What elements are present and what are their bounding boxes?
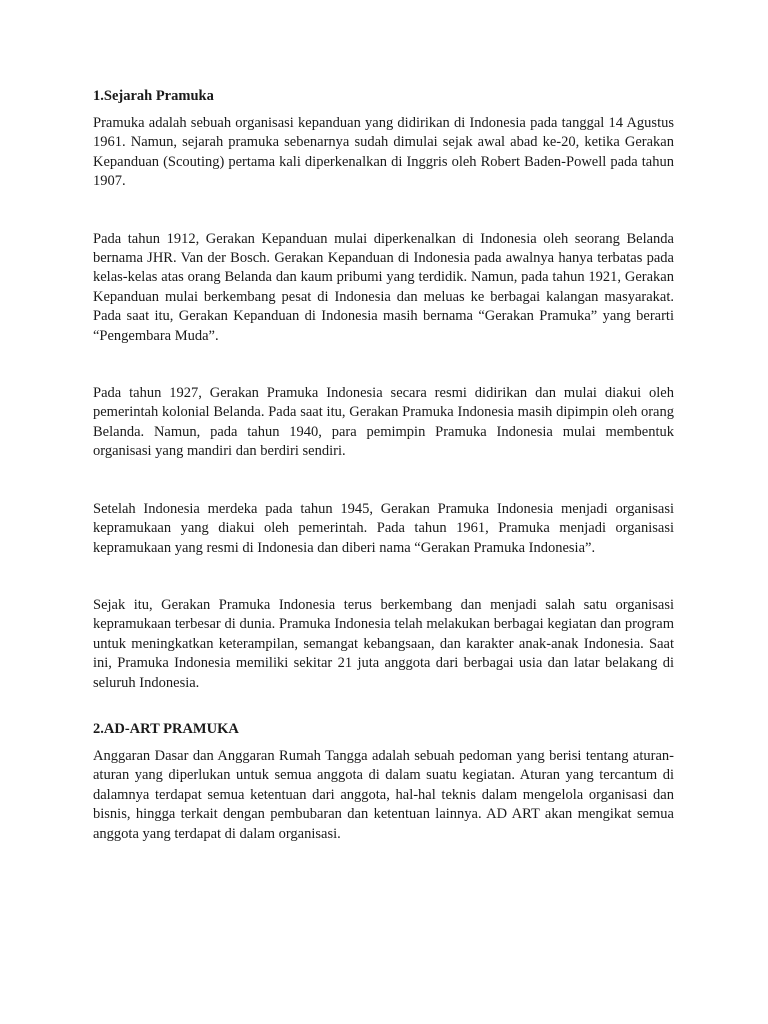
- paragraph-ad-art-1: Anggaran Dasar dan Anggaran Rumah Tangga adalah sebuah pedoman yang berisi tentang aturan-aturan yang diperlukan untuk semua anggota di dalam suatu kegiatan. Aturan yang tercantum di dalamnya terdapat semua ketentuan dari anggota, hal-hal teknis dalam mengelola organisasi dan bisnis, hingga terkait dengan pembubaran dan ketentuan lainnya. AD ART akan mengikat semua anggota yang terdapat di dalam organisasi.: [93, 747, 674, 842]
- document-page: [93, 86, 674, 844]
- paragraph-sejarah-1: Pramuka adalah sebuah organisasi kepanduan yang didirikan di Indonesia pada tanggal 14 Agustus 1961. Namun, sejarah pramuka sebenarnya sudah dimulai sejak awal abad ke-20, ketika Gerakan Kepanduan (Scouting) pertama kali diperkenalkan di Inggris oleh Robert Baden-Powell pada tahun 1907.: [93, 115, 674, 190]
- paragraph-sejarah-5: Sejak itu, Gerakan Pramuka Indonesia terus berkembang dan menjadi salah satu organisasi kepramukaan terbesar di dunia. Pramuka Indonesia telah melakukan berbagai kegiatan dan program untuk meningkatkan keterampilan, semangat kebangsaan, dan karakter anak-anak Indonesia. Saat ini, Pramuka Indonesia memiliki sekitar 21 juta anggota dari berbagai usia dan latar belakang di seluruh Indonesia.: [93, 596, 674, 691]
- section-heading-sejarah: 1.Sejarah Pramuka: [93, 88, 214, 104]
- paragraph-sejarah-2: Pada tahun 1912, Gerakan Kepanduan mulai diperkenalkan di Indonesia oleh seorang Belanda bernama JHR. Van der Bosch. Gerakan Kepanduan di Indonesia pada awalnya hanya terbatas pada kelas-kelas atas orang Belanda dan kaum pribumi yang terdidik. Namun, pada tahun 1921, Gerakan Kepanduan mulai berkembang pesat di Indonesia dan meluas ke berbagai kalangan masyarakat. Pada saat itu, Gerakan Kepanduan di Indonesia masih bernama “Gerakan Pramuka” yang berarti “Pengembara Muda”.: [93, 230, 674, 344]
- paragraph-sejarah-3: Pada tahun 1927, Gerakan Pramuka Indonesia secara resmi didirikan dan mulai diakui oleh pemerintah kolonial Belanda. Pada saat itu, Gerakan Pramuka Indonesia masih dipimpin oleh orang Belanda. Namun, pada tahun 1940, para pemimpin Pramuka Indonesia mulai membentuk organisasi yang mandiri dan berdiri sendiri.: [93, 385, 674, 460]
- section-heading-ad-art: 2.AD-ART PRAMUKA: [93, 720, 239, 737]
- paragraph-sejarah-4: Setelah Indonesia merdeka pada tahun 1945, Gerakan Pramuka Indonesia menjadi organisasi kepramukaan yang diakui oleh pemerintah. Pada tahun 1961, Pramuka menjadi organisasi kepramukaan yang resmi di Indonesia dan diberi nama “Gerakan Pramuka Indonesia”.: [93, 500, 674, 556]
